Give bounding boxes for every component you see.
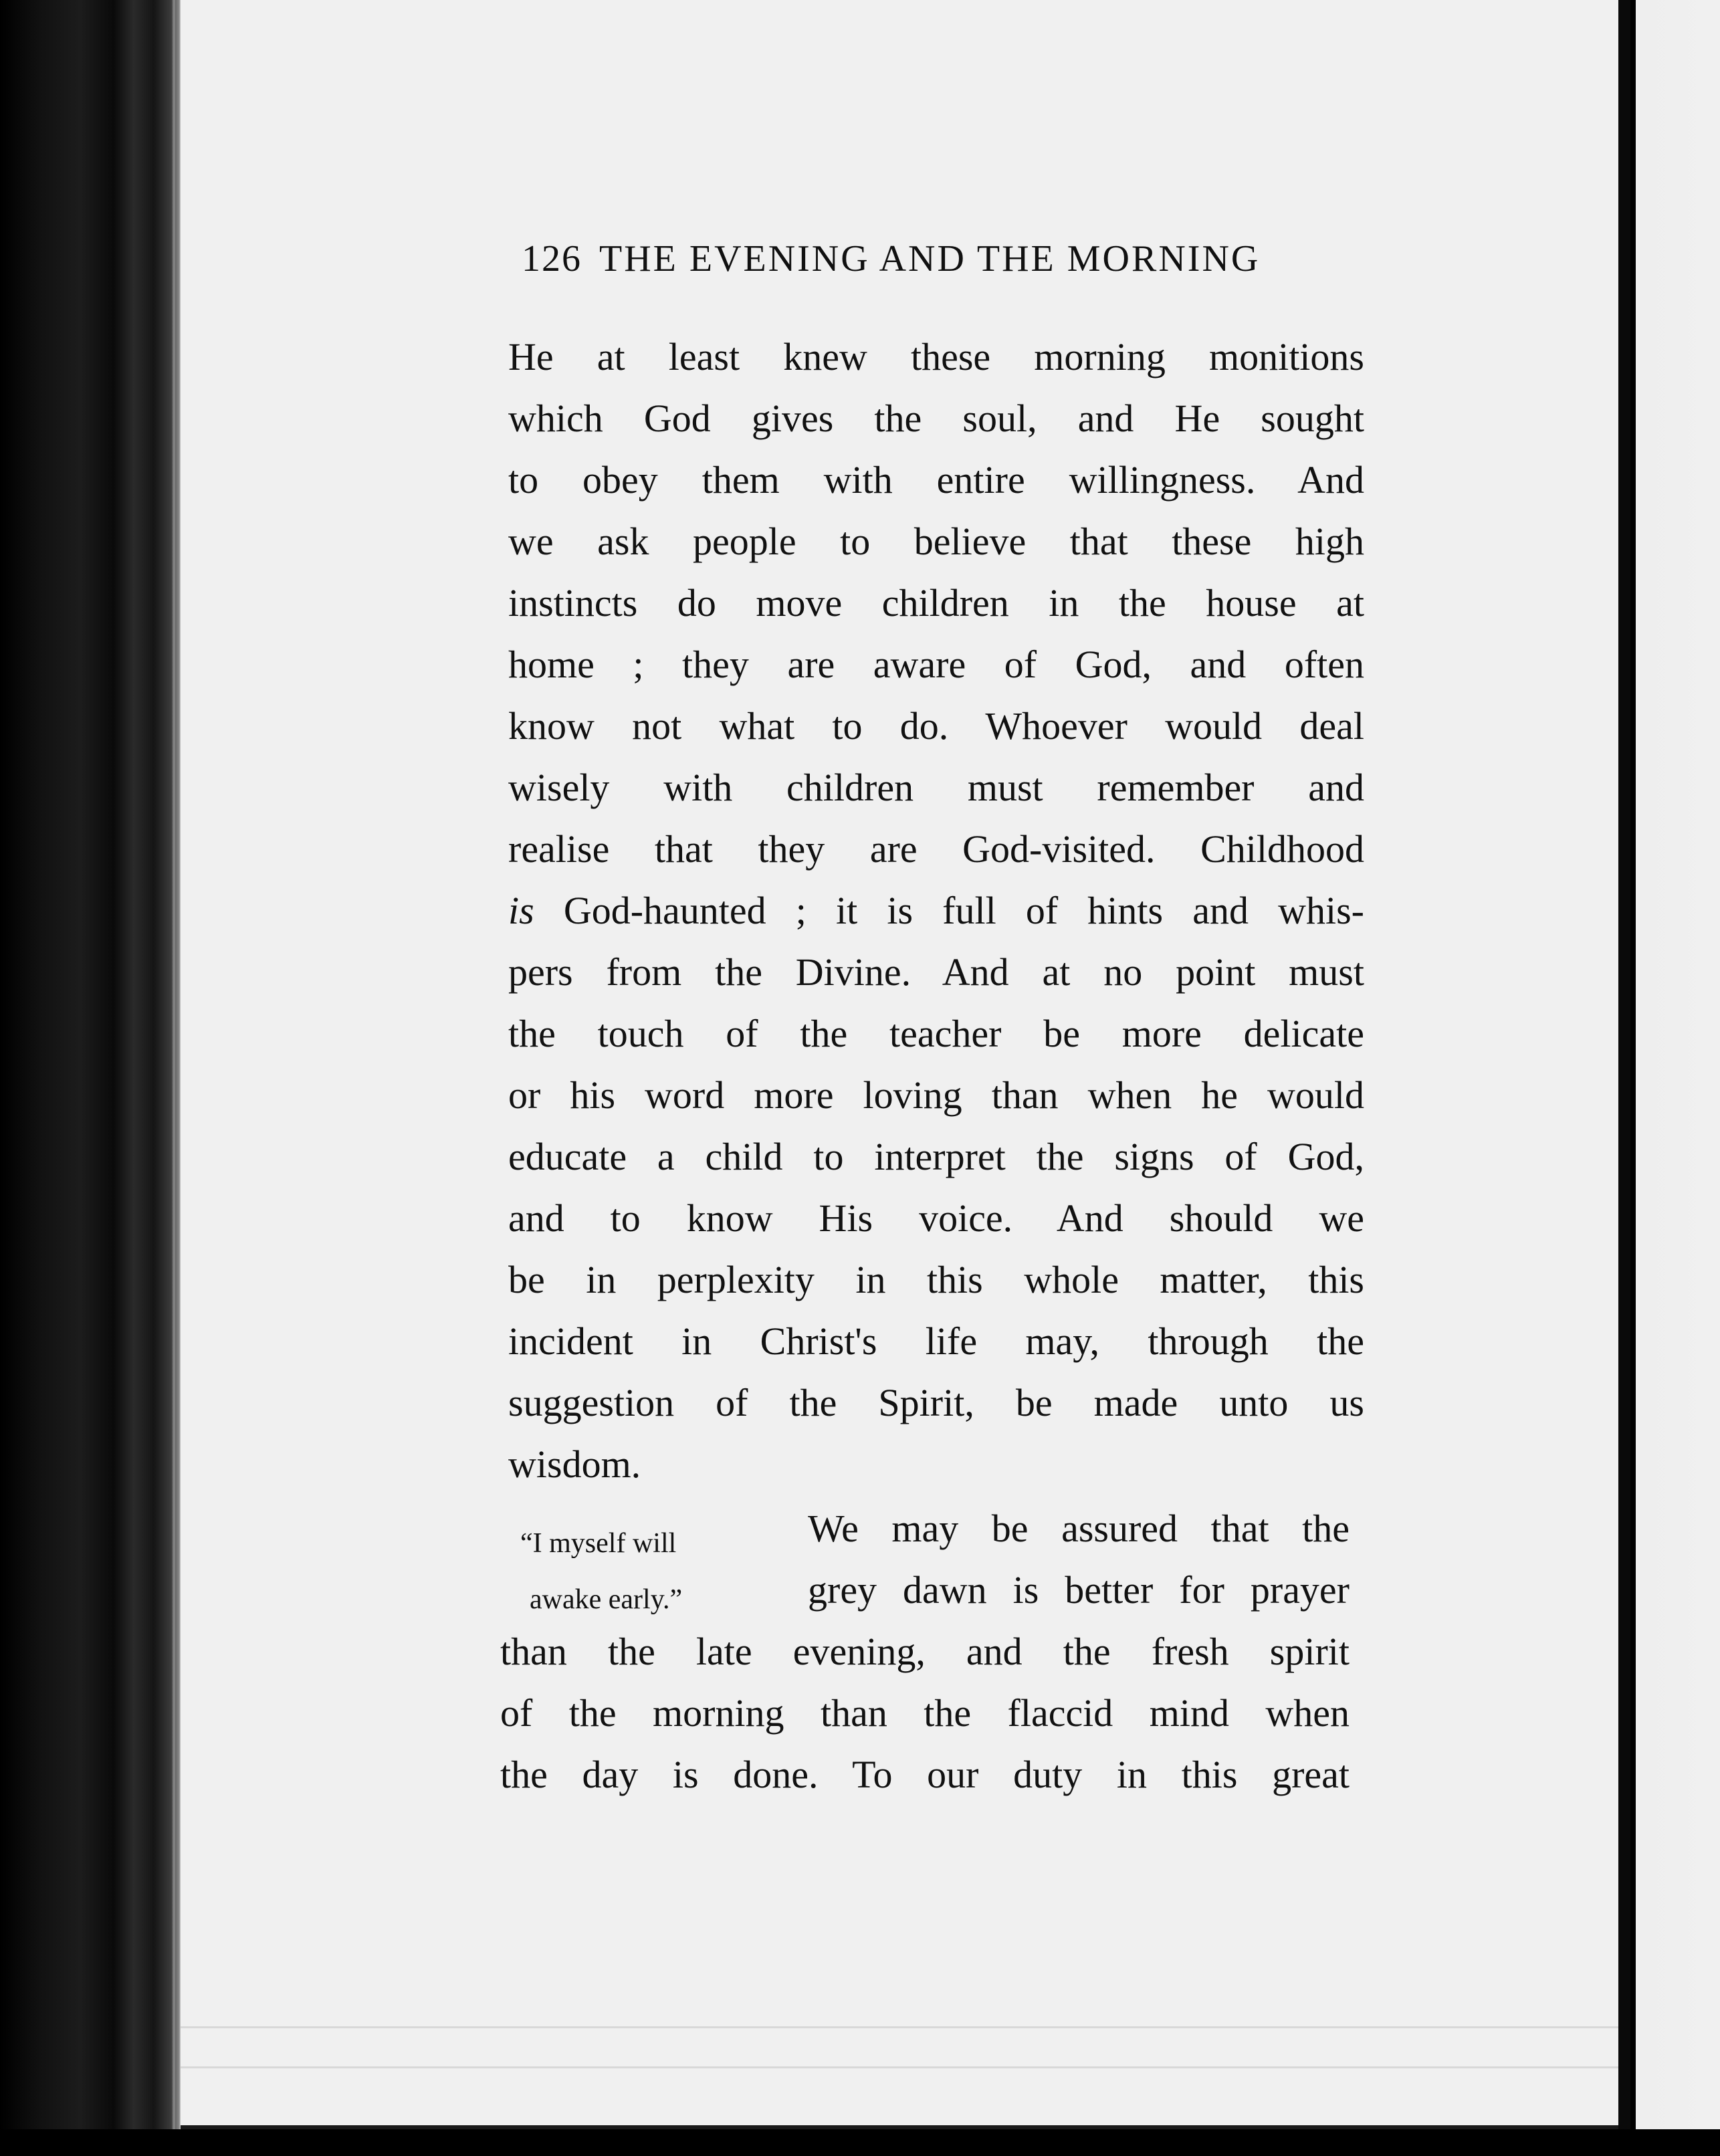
text-line: home ; they are aware of God, and often	[508, 643, 1364, 686]
text-line: be in perplexity in this whole matter, this	[508, 1258, 1364, 1301]
book-gutter	[0, 0, 181, 2156]
page-divider	[1630, 0, 1636, 2156]
text-line: which God gives the soul, and He sought	[508, 397, 1364, 440]
paragraph-2-lead	[808, 1498, 1350, 1621]
text-line: realise that they are God-visited. Childhood	[508, 827, 1364, 871]
text-line: wisely with children must remember and	[508, 766, 1364, 809]
text-line: wisdom.	[508, 1442, 641, 1486]
running-title: THE EVENING AND THE MORNING	[599, 238, 1261, 280]
text-line: we ask people to believe that these high	[508, 520, 1364, 563]
text-line: the day is done. To our duty in this great	[500, 1753, 1350, 1796]
text-line: know not what to do. Whoever would deal	[508, 704, 1364, 748]
text-line: than the late evening, and the fresh spirit	[500, 1630, 1350, 1673]
text-line: suggestion of the Spirit, be made unto us	[508, 1381, 1364, 1424]
paragraph-1	[508, 326, 1364, 1495]
paragraph-2-rest	[500, 1621, 1350, 1806]
adjacent-page-edge	[1618, 0, 1720, 2156]
text-line: He at least knew these morning monitions	[508, 335, 1364, 379]
italic-word: is	[508, 889, 534, 932]
text-line-with-italic	[508, 880, 1364, 942]
page-number: 126	[522, 238, 582, 280]
text-line: pers from the Divine. And at no point must	[508, 950, 1364, 994]
text-line: to obey them with entire willingness. And	[508, 458, 1364, 502]
text-line: We may be assured that the	[808, 1507, 1350, 1550]
shoulder-note-line: “I myself will	[520, 1528, 677, 1559]
text-line: the touch of the teacher be more delicate	[508, 1012, 1364, 1055]
text-line: educate a child to interpret the signs of God,	[508, 1135, 1364, 1178]
scan-artifact-line	[181, 2026, 1618, 2028]
text-line: and to know His voice. And should we	[508, 1196, 1364, 1240]
text-line: instincts do move children in the house at	[508, 581, 1364, 625]
running-header	[522, 237, 1371, 280]
text-line: incident in Christ's life may, through the	[508, 1319, 1364, 1363]
gutter-edge-line	[173, 0, 175, 2156]
text-line: grey dawn is better for prayer	[808, 1568, 1350, 1612]
text-line: or his word more loving than when he would	[508, 1073, 1364, 1117]
shoulder-note-line: awake early.”	[530, 1584, 683, 1615]
text-line: of the morning than the flaccid mind when	[500, 1691, 1350, 1735]
text-line: God-haunted ; it is full of hints and whis-	[563, 889, 1364, 932]
scan-artifact-line	[181, 2066, 1618, 2068]
shoulder-note	[520, 1515, 741, 1628]
scan-bottom-border	[0, 2129, 1720, 2156]
